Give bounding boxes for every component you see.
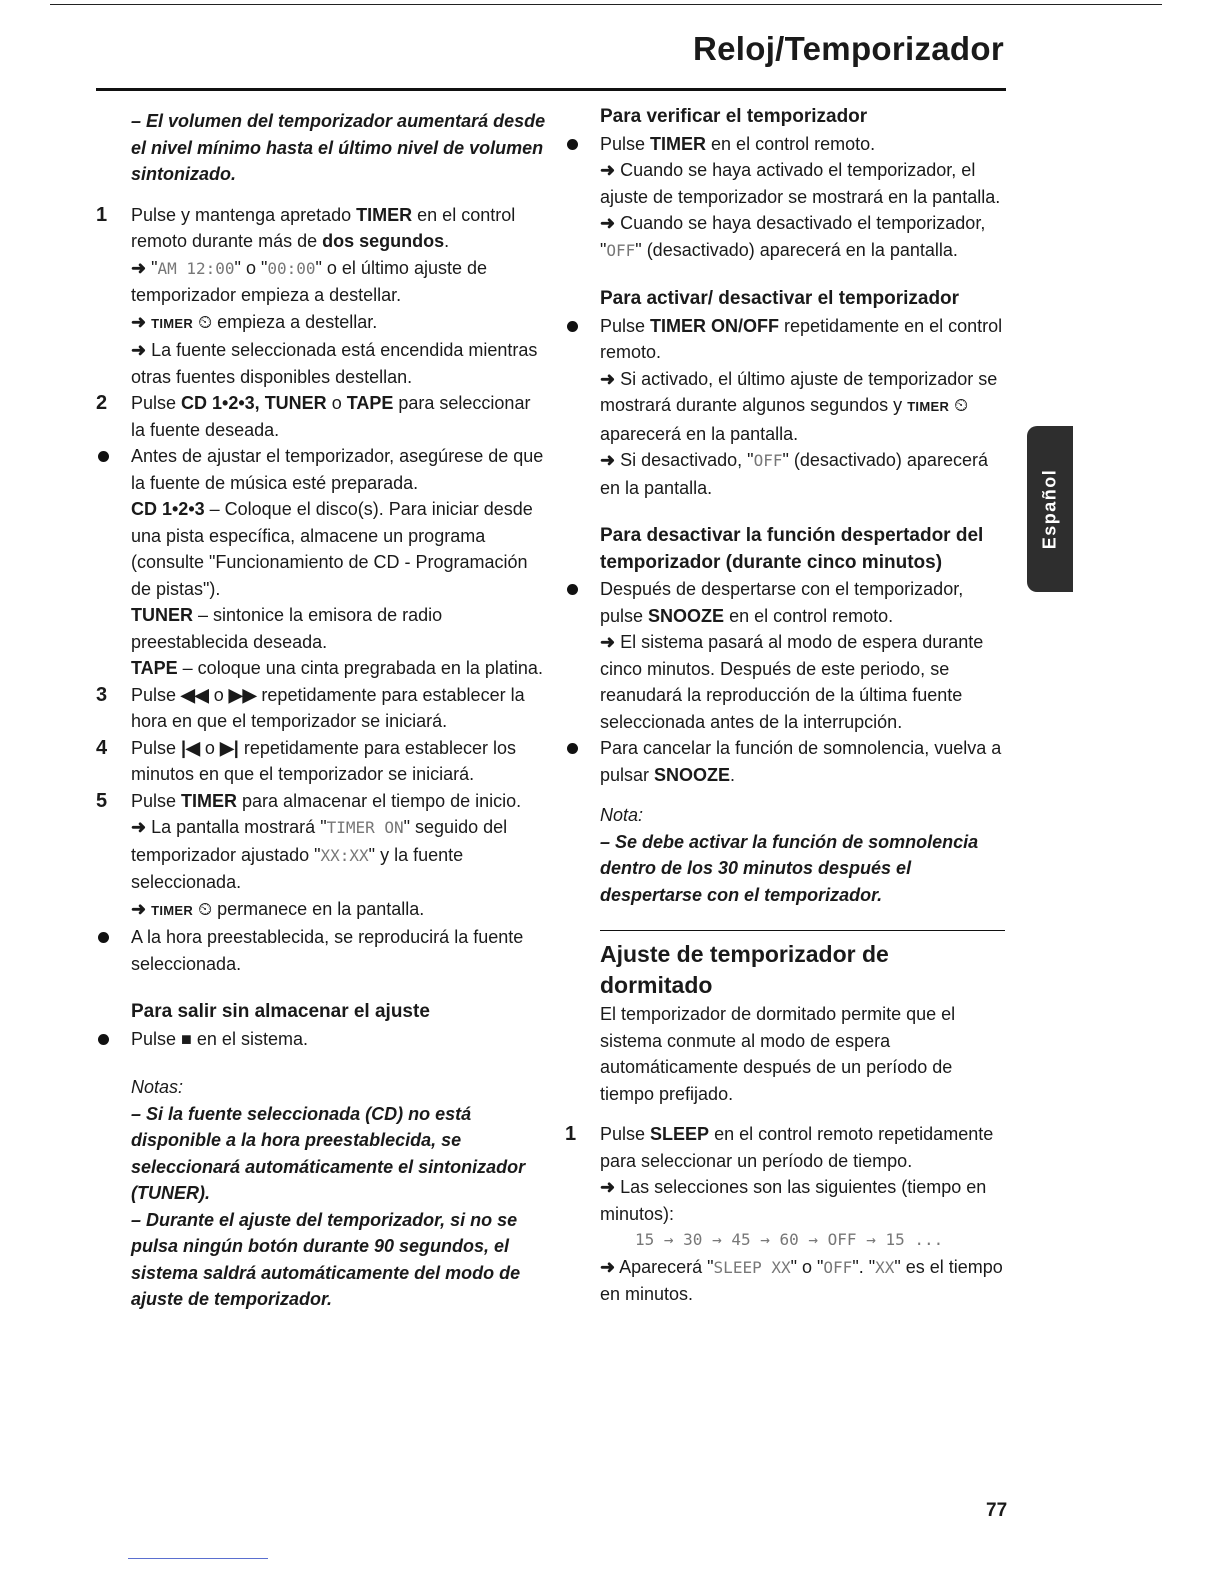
bullet-item: Antes de ajustar el temporizador, asegúrese de que la fuente de música esté preparada. [96, 443, 548, 496]
step-3: 3 Pulse ◀◀ o ▶▶ repetidamente para establecer la hora en que el temporizador se iniciará. [96, 683, 525, 731]
result-line: ➜ La pantalla mostrará "TIMER ON" seguido del temporizador ajustado "XX:XX" y la fuente seleccionada. [131, 817, 508, 892]
timer-clock-icon: ⏲ [198, 311, 213, 332]
lcd-text: OFF [823, 1257, 853, 1277]
key-timer: TIMER [356, 204, 413, 225]
title-rule [96, 88, 1006, 91]
sleep-sequence: 15 → 30 → 45 → 60 → OFF → 15 ... [635, 1230, 944, 1249]
result-line: ➜ Cuando se haya activado el temporizador, el ajuste de temporizador se mostrará en la pantalla. [600, 160, 1001, 207]
bullet-item: Pulse TIMER ON/OFF repetidamente en el control remoto. [565, 313, 1005, 366]
exit-heading: Para salir sin almacenar el ajuste [131, 1001, 430, 1022]
previous-icon: |◀ [181, 737, 200, 758]
lcd-text: SLEEP XX [713, 1257, 791, 1277]
result-line: ➜ El sistema pasará al modo de espera durante cinco minutos. Después de este periodo, se reanudará la reproducción de la última fuente seleccionada antes de la interrupción. [600, 632, 984, 732]
note-volume: – El volumen del temporizador aumentará desde el nivel mínimo hasta el último nivel de volumen sintonizado. [131, 111, 546, 184]
step-marker: 1 [96, 203, 108, 226]
step-2: 2 Pulse CD 1•2•3, TUNER o TAPE para seleccionar la fuente deseada. [96, 392, 531, 440]
page-number: 77 [986, 1500, 1008, 1521]
bottom-line [128, 1558, 268, 1559]
rewind-icon: ◀◀ [181, 684, 209, 705]
section-rule [600, 930, 1005, 931]
result-line: ➜ La fuente seleccionada está encendida mientras otras fuentes disponibles destellan. [131, 340, 538, 387]
result-line: ➜ Cuando se haya desactivado el temporizador, "OFF" (desactivado) aparecerá en la pantalla. [600, 213, 986, 260]
result-line: ➜ Aparecerá "SLEEP XX" o "OFF". "XX" es el tiempo en minutos. [600, 1256, 1003, 1304]
result-line: ➜ TIMER ⏲ empieza a destellar. [131, 311, 378, 332]
timer-label: TIMER [907, 399, 950, 414]
arrow-icon: ➜ [131, 257, 147, 278]
step-marker: 1 [565, 1123, 577, 1145]
bullet-item: Después de despertarse con el temporizador, pulse SNOOZE en el control remoto. [565, 576, 1005, 629]
step-marker: 3 [96, 683, 108, 706]
nota-text: – Se debe activar la función de somnolencia dentro de los 30 minutos después el despertarse con el temporizador. [600, 831, 979, 905]
bullet-icon [96, 443, 124, 470]
source-cd: CD 1•2•3 – Coloque el disco(s). Para iniciar desde una pista específica, almacene un programa (consulte "Funcionamiento de CD - Programación de pistas"). [131, 499, 533, 599]
alarm-heading: Para desactivar la función despertador del temporizador (durante cinco minutos) [600, 525, 984, 573]
lcd-text: AM 12:00 [157, 258, 235, 278]
step-5: 5 Pulse TIMER para almacenar el tiempo de inicio. [96, 788, 548, 815]
bullet-icon [565, 735, 593, 762]
timer-clock-icon: ⏲ [954, 395, 969, 415]
right-column [565, 104, 1005, 1308]
sleep-heading: Ajuste de temporizador de dormitado [600, 941, 889, 998]
result-line: ➜ "AM 12:00" o "00:00" o el último ajuste de temporizador empieza a destellar. [131, 257, 487, 305]
page-title: Reloj/Temporizador [693, 30, 1004, 67]
result-line: ➜ Si activado, el último ajuste de temporizador se mostrará durante algunos segundos y TIMER ⏲ aparecerá en la pantalla. [600, 368, 998, 444]
lcd-text: TIMER ON [326, 818, 404, 837]
bullet-item: Para cancelar la función de somnolencia, vuelva a pulsar SNOOZE. [565, 735, 1005, 788]
arrow-icon: ➜ [600, 1256, 616, 1277]
step-marker: 5 [96, 789, 108, 812]
arrow-icon: ➜ [131, 311, 147, 332]
source-tape: TAPE – coloque una cinta pregrabada en la platina. [131, 658, 543, 678]
note-2: – Durante el ajuste del temporizador, si no se pulsa ningún botón durante 90 segundos, el sistema saldrá automáticamente del modo de ajuste de temporizador. [131, 1209, 521, 1309]
arrow-icon: ➜ [600, 213, 616, 233]
lcd-text: XX:XX [320, 845, 369, 865]
step-marker: 4 [96, 736, 108, 759]
timer-label: TIMER [151, 902, 194, 918]
result-line: ➜ Si desactivado, "OFF" (desactivado) aparecerá en la pantalla. [600, 450, 988, 498]
timer-label: TIMER [151, 315, 194, 331]
bullet-icon [96, 924, 124, 951]
arrow-icon: ➜ [600, 450, 616, 470]
bullet-icon [565, 576, 593, 603]
sleep-intro: El temporizador de dormitado permite que el sistema conmute al modo de espera automáticamente después de un período de tiempo prefijado. [600, 1004, 956, 1104]
nota-label: Nota: [600, 805, 644, 825]
source-tuner: TUNER – sintonice la emisora de radio preestablecida deseada. [131, 605, 443, 652]
fast-forward-icon: ▶▶ [228, 684, 257, 705]
arrow-icon: ➜ [131, 340, 147, 360]
next-icon: ▶| [219, 737, 239, 758]
arrow-icon: ➜ [600, 632, 616, 652]
top-rule [50, 4, 1162, 5]
bullet-item: Pulse ■ en el sistema. [96, 1026, 548, 1053]
language-tab [1027, 426, 1073, 592]
step-marker: 2 [96, 392, 108, 414]
arrow-icon: ➜ [600, 160, 616, 180]
language-tab-label: Español [1039, 468, 1060, 550]
bullet-icon [565, 131, 593, 158]
notes-label: Notas: [131, 1077, 184, 1097]
arrow-icon: ➜ [131, 898, 147, 919]
verify-heading: Para verificar el temporizador [600, 106, 868, 127]
lcd-text: OFF [606, 240, 636, 260]
step-1: 1 Pulse y mantenga apretado TIMER en el control remoto durante más de dos segundos. [96, 203, 516, 251]
timer-clock-icon: ⏲ [198, 898, 213, 919]
lcd-text: 00:00 [267, 258, 316, 278]
result-line: ➜ Las selecciones son las siguientes (tiempo en minutos): [600, 1177, 987, 1224]
lcd-text: OFF [753, 451, 783, 470]
stop-icon: ■ [181, 1028, 192, 1049]
arrow-icon: ➜ [131, 817, 147, 837]
bullet-icon [96, 1026, 124, 1053]
sleep-step-1: 1 Pulse SLEEP en el control remoto repetidamente para seleccionar un período de tiempo. [565, 1123, 994, 1171]
toggle-heading: Para activar/ desactivar el temporizador [600, 288, 960, 309]
left-column [96, 108, 548, 1313]
step-4: 4 Pulse |◀ o ▶| repetidamente para establecer los minutos en que el temporizador se iniciará. [96, 736, 516, 784]
result-line: ➜ TIMER ⏲ permanece en la pantalla. [131, 898, 425, 919]
bullet-item: Pulse TIMER en el control remoto. [565, 131, 1005, 158]
arrow-icon: ➜ [600, 1177, 616, 1197]
lcd-text: XX [875, 1257, 895, 1277]
note-1: – Si la fuente seleccionada (CD) no está disponible a la hora preestablecida, se seleccionará automáticamente el sintonizador (TUNER). [131, 1103, 526, 1203]
bullet-item: A la hora preestablecida, se reproducirá la fuente seleccionada. [96, 924, 548, 977]
bullet-icon [565, 313, 593, 340]
arrow-icon: ➜ [600, 368, 616, 389]
